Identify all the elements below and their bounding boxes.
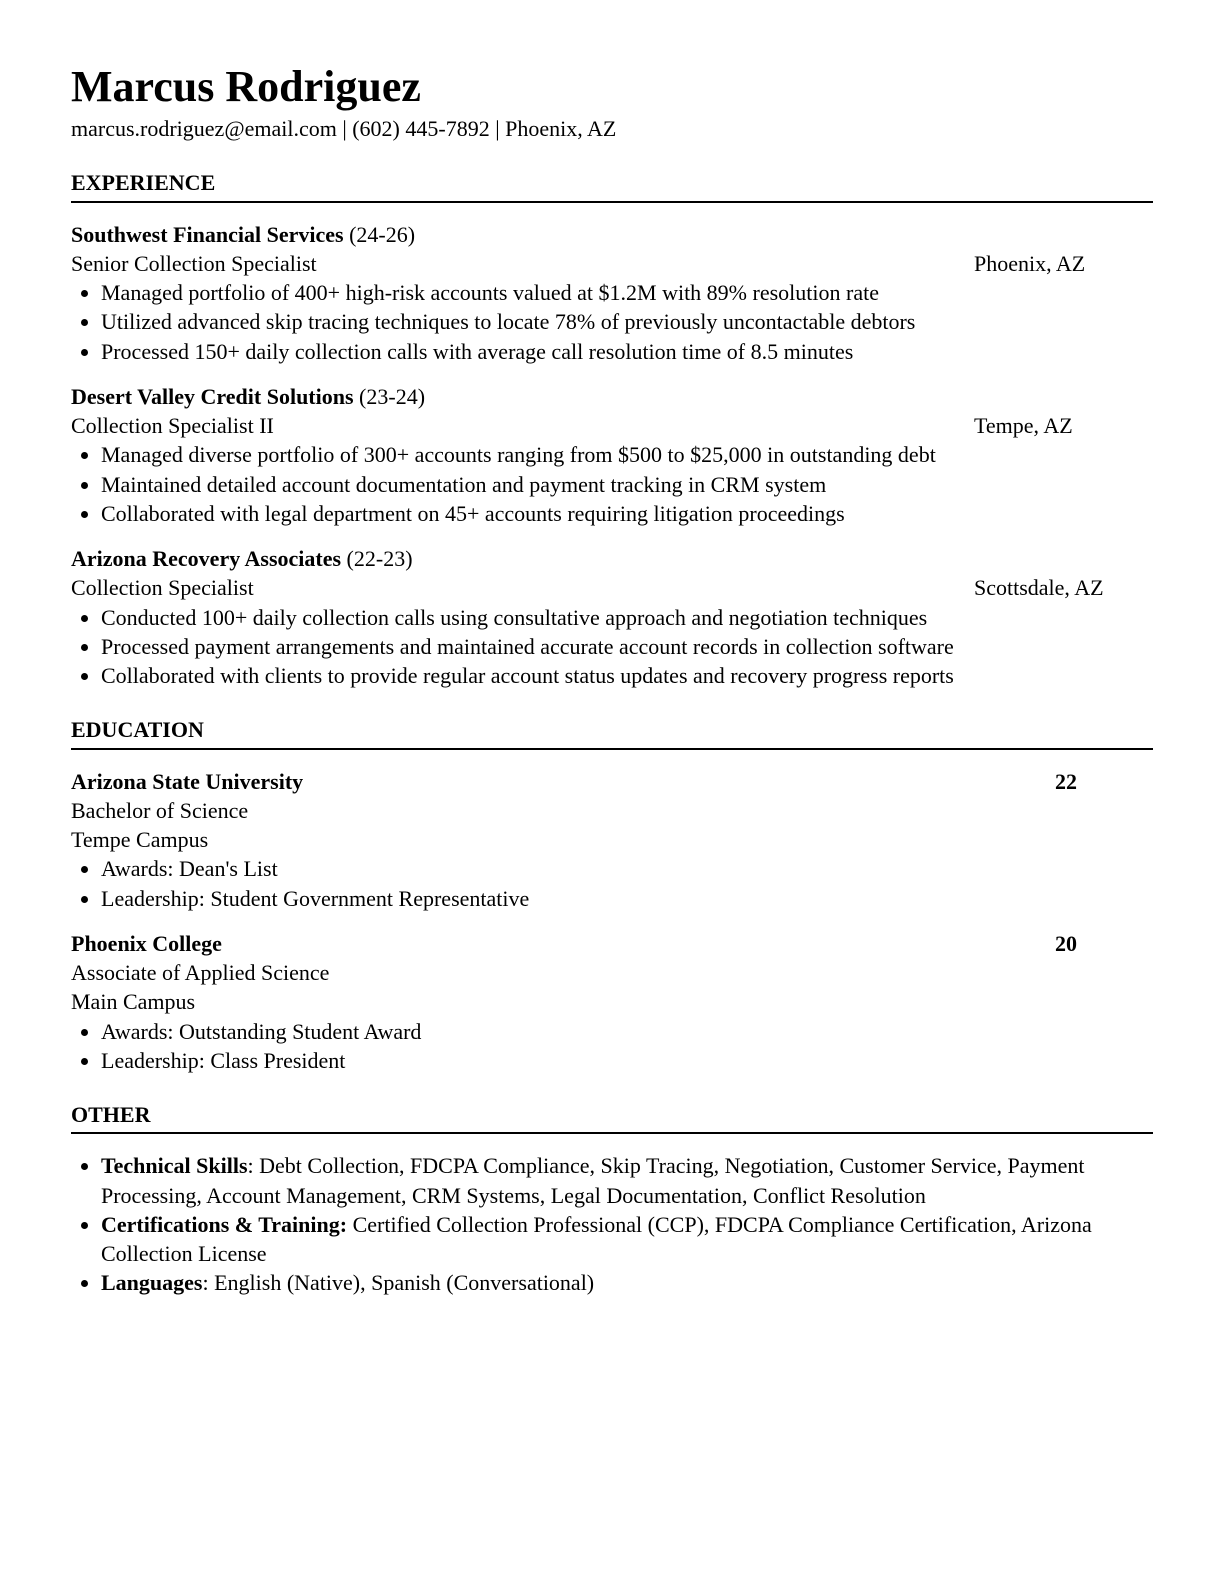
school-name: Phoenix College [71,930,222,956]
company-line [71,544,1153,573]
school-name: Arizona State University [71,768,304,794]
other-item-text: : Debt Collection, FDCPA Compliance, Skip Tracing, Negotiation, Customer Service, Payment Processing, Account Management, CRM Systems, Legal Documentation, Conflict Resolution [101,1153,1085,1208]
contact-line: marcus.rodriguez@email.com | (602) 445-7892 | Phoenix, AZ [71,116,617,142]
job-bullet-list [71,440,1153,528]
job-role: Senior Collection Specialist [71,250,317,276]
job-bullet-list [71,603,1153,691]
experience-section-title: EXPERIENCE [71,168,1153,202]
other-section-title: OTHER [71,1100,1153,1134]
company-line [71,382,1153,411]
school-bullet-list [71,854,1153,913]
education-section-title: EDUCATION [71,715,1153,749]
school-bullet-list [71,1017,1153,1076]
job-block [71,544,1153,690]
other-item-label: Technical Skills [101,1153,248,1179]
school-degree: Bachelor of Science [71,797,249,823]
candidate-name: Marcus Rodriguez [71,62,421,111]
job-bullet: • Processed payment arrangements and maintained accurate account records in collection software [101,632,1153,661]
company-line [71,220,1153,249]
school-year: 22 [1055,768,1077,794]
job-location: Phoenix, AZ [974,250,1086,276]
job-dates: (24-26) [349,221,416,247]
other-section [71,1100,1153,1298]
job-location: Scottsdale, AZ [974,575,1104,601]
other-item-label: Certifications & Training: [101,1211,348,1237]
school-block [71,929,1153,1075]
job-block [71,220,1153,366]
job-bullet: • Managed diverse portfolio of 300+ accounts ranging from $500 to $25,000 in outstanding debt [101,440,1153,469]
school-block [71,767,1153,913]
job-role: Collection Specialist [71,575,254,601]
other-item-text: : English (Native), Spanish (Conversational) [202,1270,595,1296]
other-item [101,1151,1153,1210]
company-name: Desert Valley Credit Solutions [71,383,354,409]
school-bullet: • Awards: Outstanding Student Award [101,1017,1153,1046]
job-bullet: • Managed portfolio of 400+ high-risk accounts valued at $1.2M with 89% resolution rate [101,278,1153,307]
job-bullet: • Utilized advanced skip tracing techniques to locate 78% of previously uncontactable debtors [101,307,1153,336]
other-item-text: Certified Collection Professional (CCP), FDCPA Compliance Certification, Arizona Collection License [101,1211,1092,1267]
school-bullet: • Leadership: Class President [101,1046,1153,1075]
school-bullet: • Leadership: Student Government Representative [101,884,1153,913]
job-block [71,382,1153,528]
company-name: Arizona Recovery Associates [71,546,342,572]
job-bullet: • Maintained detailed account documentation and payment tracking in CRM system [101,470,1153,499]
job-location: Tempe, AZ [974,413,1073,439]
company-name: Southwest Financial Services [71,221,344,247]
job-dates: (22-23) [346,546,413,572]
job-bullet: • Collaborated with legal department on 45+ accounts requiring litigation proceedings [101,499,1153,528]
school-degree: Associate of Applied Science [71,960,330,986]
education-section [71,715,1153,1075]
school-line [71,929,1153,958]
other-list [71,1151,1153,1297]
job-dates: (23-24) [359,383,426,409]
school-year: 20 [1055,930,1077,956]
job-bullet: • Collaborated with clients to provide regular account status updates and recovery progress reports [101,661,1153,690]
other-item [101,1210,1153,1269]
school-bullet: • Awards: Dean's List [101,854,1153,883]
other-item-label: Languages [101,1270,203,1296]
school-campus: Main Campus [71,989,196,1015]
role-line [71,249,1153,278]
job-bullet-list [71,278,1153,366]
job-bullet: • Processed 150+ daily collection calls with average call resolution time of 8.5 minutes [101,337,1153,366]
school-campus: Tempe Campus [71,827,209,853]
job-role: Collection Specialist II [71,413,274,439]
other-item [101,1268,1153,1297]
role-line [71,411,1153,440]
role-line [71,573,1153,602]
experience-section [71,168,1153,690]
job-bullet: • Conducted 100+ daily collection calls using consultative approach and negotiation techniques [101,603,1153,632]
school-line [71,767,1153,796]
